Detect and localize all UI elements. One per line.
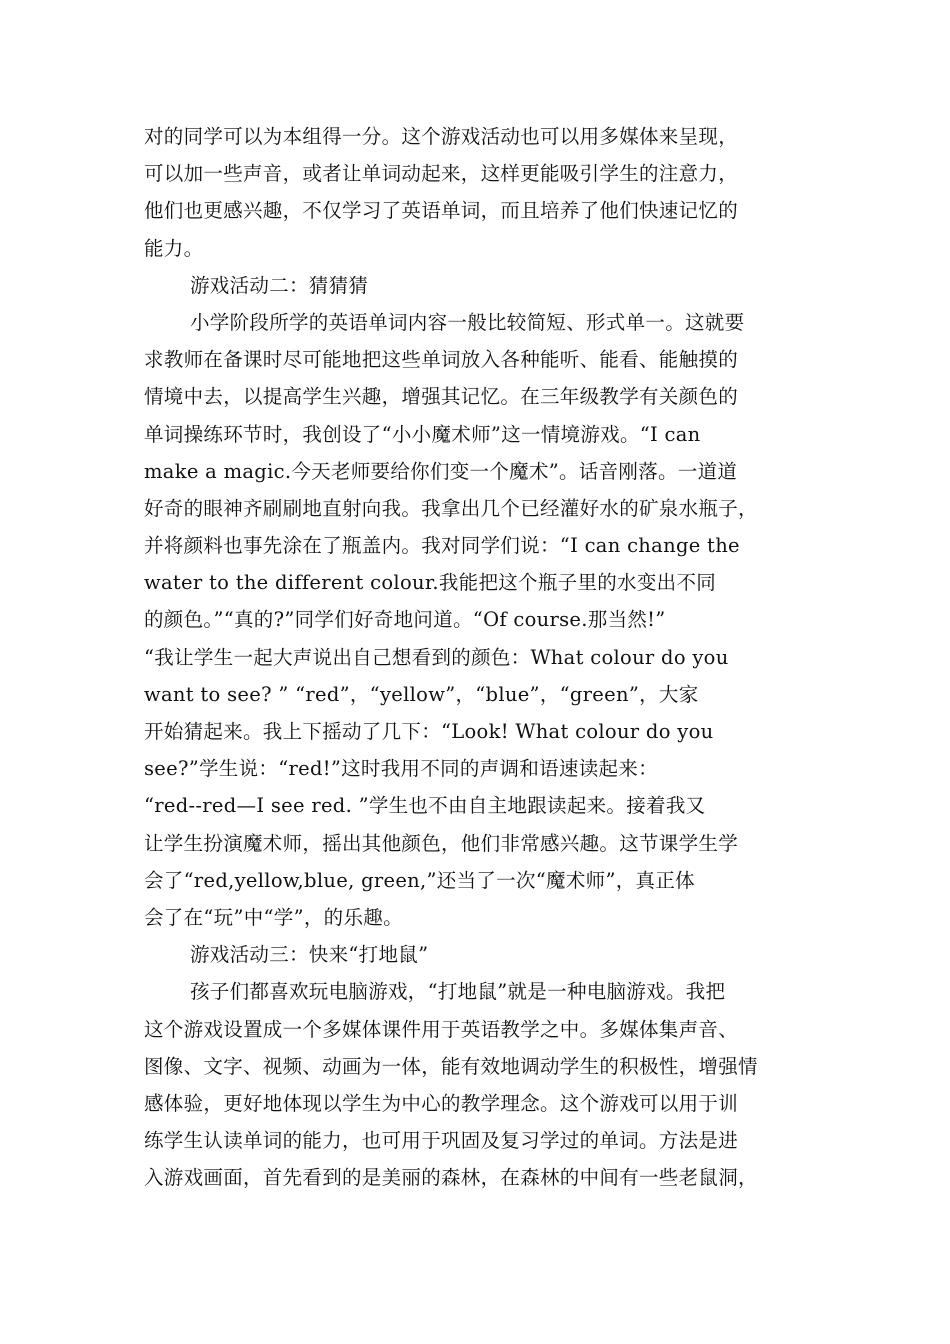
text-line: 求教师在备课时尽可能地把这些单词放入各种能听、能看、能触摸的 (144, 348, 739, 372)
text-line: water to the different colour.我能把这个瓶子里的水变出不同 (144, 571, 717, 595)
document-body (144, 118, 812, 1196)
text-line: 小学阶段所学的英语单词内容一般比较简短、形式单一。这就要 (190, 310, 745, 334)
text-line: 让学生扮演魔术师，摇出其他颜色，他们非常感兴趣。这节课学生学 (144, 831, 739, 855)
text-line: “我让学生一起大声说出自己想看到的颜色：What colour do you (144, 645, 729, 669)
text-line: 会了在“玩”中“学”，的乐趣。 (144, 905, 403, 929)
text-line: 感体验，更好地体现以学生为中心的教学理念。这个游戏可以用于训 (144, 1091, 739, 1115)
text-line: see?”学生说：“red!”这时我用不同的声调和语速读起来： (144, 757, 658, 781)
text-line: 会了“red,yellow,blue, green,”还当了一次“魔术师”，真正体 (144, 868, 695, 892)
text-line: 练学生认读单词的能力，也可用于巩固及复习学过的单词。方法是进 (144, 1129, 739, 1153)
text-line: 这个游戏设置成一个多媒体课件用于英语教学之中。多媒体集声音、 (144, 1017, 739, 1041)
text-line: 能力。 (144, 236, 204, 260)
text-line: 单词操练环节时，我创设了“小小魔术师”这一情境游戏。“I can (144, 422, 701, 446)
text-line: 开始猜起来。我上下摇动了几下：“Look! What colour do you (144, 720, 714, 743)
text-line: 图像、文字、视频、动画为一体，能有效地调动学生的积极性，增强情 (144, 1054, 758, 1078)
text-line: 并将颜料也事先涂在了瓶盖内。我对同学们说：“I can change the (144, 534, 740, 558)
text-line: 好奇的眼神齐刷刷地直射向我。我拿出几个已经灌好水的矿泉水瓶子， (144, 496, 758, 520)
text-line: 对的同学可以为本组得一分。这个游戏活动也可以用多媒体来呈现， (144, 125, 739, 148)
text-line: “red--red—I see red. ”学生也不由自主地跟读起来。接着我又 (144, 794, 706, 818)
text-line: make a magic.今天老师要给你们变一个魔术”。话音刚落。一道道 (144, 459, 738, 483)
text-line: 入游戏画面，首先看到的是美丽的森林，在森林的中间有一些老鼠洞， (144, 1166, 758, 1190)
text-line: 孩子们都喜欢玩电脑游戏，“打地鼠”就是一种电脑游戏。我把 (190, 980, 726, 1004)
text-line: 情境中去，以提高学生兴趣，增强其记忆。在三年级教学有关颜色的 (144, 385, 739, 409)
text-line: 游戏活动三：快来“打地鼠” (190, 943, 429, 967)
text-line: 游戏活动二：猜猜猜 (190, 273, 369, 297)
text-line: 他们也更感兴趣，不仅学习了英语单词，而且培养了他们快速记忆的 (144, 199, 739, 223)
text-line: 的颜色。”“真的?”同学们好奇地问道。“Of course.那当然!” (144, 608, 666, 632)
text-line: 可以加一些声音，或者让单词动起来，这样更能吸引学生的注意力， (144, 162, 739, 186)
text-line: want to see? ” “red”，“yellow”，“blue”，“green”，大家 (144, 682, 699, 706)
